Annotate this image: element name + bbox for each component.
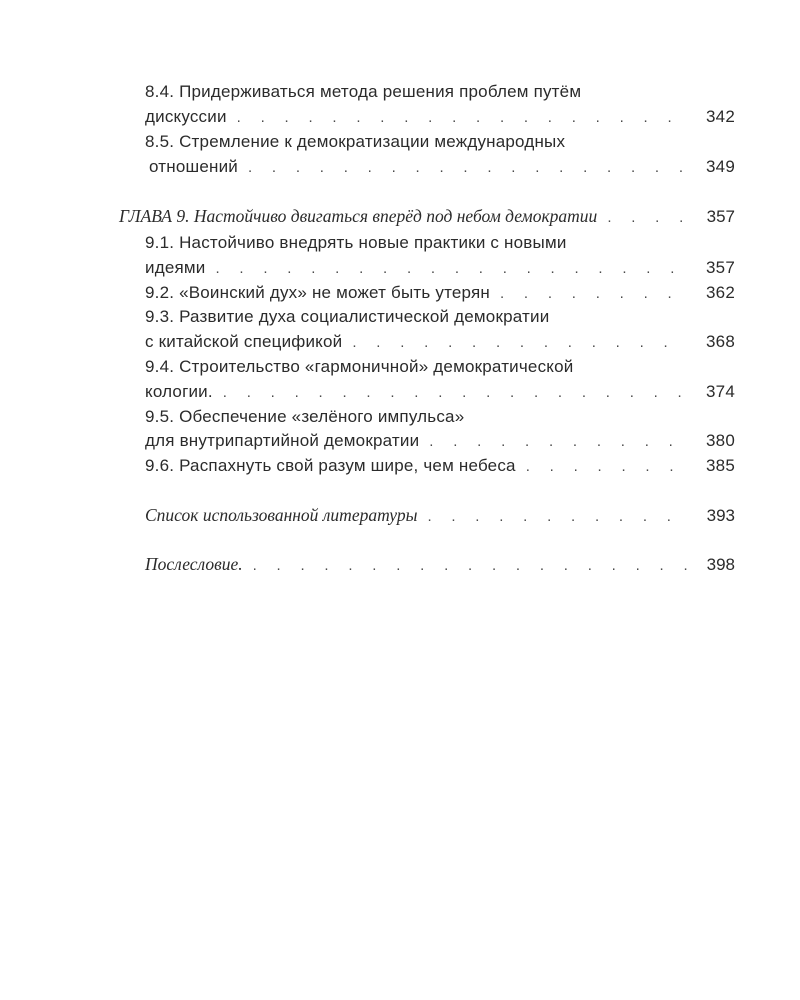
- toc-entry-9-3-line1: [145, 304, 549, 330]
- toc-entry-text: для внутрипартийной демократии: [145, 431, 420, 450]
- toc-entry-8-4-line1: [145, 79, 581, 105]
- toc-entry-text: 9.2. «Воинский дух» не может быть утерян: [145, 283, 490, 302]
- page-number: 374: [706, 382, 735, 401]
- chapter-title: ГЛАВА 9. Настойчиво двигаться вперёд под небом демократии: [119, 206, 598, 226]
- toc-entry-text: 9.4. Строительство «гармоничной» демократической: [145, 357, 574, 376]
- toc-entry-9-3: [145, 329, 735, 355]
- dot-leader: [215, 256, 687, 282]
- page-number: 368: [706, 332, 735, 351]
- toc-entry-9-4: [145, 379, 735, 405]
- toc-entry-8-4: [145, 104, 735, 130]
- page-number: 357: [706, 207, 735, 226]
- toc-afterword: [145, 551, 735, 577]
- toc-entry-8-5-line1: [145, 129, 565, 155]
- page-number: 398: [706, 555, 735, 574]
- toc-entry-9-1: [145, 255, 735, 281]
- dot-leader: [607, 205, 687, 231]
- dot-leader: [253, 553, 687, 579]
- page-number: 393: [706, 506, 735, 525]
- toc-entry-9-5: [145, 428, 735, 454]
- dot-leader: [248, 155, 687, 181]
- dot-leader: [429, 429, 687, 455]
- toc-entry-text: 9.6. Распахнуть свой разум шире, чем небеса: [145, 456, 516, 475]
- page-number: 342: [706, 107, 735, 126]
- dot-leader: [352, 330, 687, 356]
- toc-entry-9-2: [145, 280, 735, 306]
- toc-entry-text: 8.4. Придерживаться метода решения проблем путём: [145, 82, 582, 101]
- dot-leader: [427, 504, 687, 530]
- toc-entry-9-5-line1: [145, 404, 464, 430]
- toc-entry-text: Послесловие.: [145, 554, 243, 574]
- page-number: 357: [706, 258, 735, 277]
- page-number: 362: [706, 283, 735, 302]
- dot-leader: [237, 105, 687, 131]
- toc-bibliography: [145, 502, 735, 528]
- toc-entry-8-5: [149, 154, 735, 180]
- page-number: 380: [706, 431, 735, 450]
- page-number: 385: [706, 456, 735, 475]
- toc-entry-9-6: [145, 453, 735, 479]
- toc-entry-text: 9.3. Развитие духа социалистической демократии: [145, 307, 550, 326]
- toc-entry-text: дискуссии: [145, 107, 227, 126]
- toc-entry-text: с китайской спецификой: [145, 332, 343, 351]
- toc-entry-text: кологии.: [145, 382, 213, 401]
- toc-chapter-9: [119, 203, 735, 229]
- dot-leader: [223, 380, 687, 406]
- toc-entry-text: 9.5. Обеспечение «зелёного импульса»: [145, 407, 465, 426]
- page-number: 349: [706, 157, 735, 176]
- toc-entry-text: 8.5. Стремление к демократизации международных: [145, 132, 566, 151]
- dot-leader: [526, 454, 687, 480]
- toc-entry-text: 9.1. Настойчиво внедрять новые практики с новыми: [145, 233, 567, 252]
- toc-entry-9-4-line1: [145, 354, 573, 380]
- toc-entry-9-1-line1: [145, 230, 567, 256]
- toc-entry-text: отношений: [149, 157, 238, 176]
- toc-entry-text: Список использованной литературы: [145, 505, 418, 525]
- toc-entry-text: идеями: [145, 258, 206, 277]
